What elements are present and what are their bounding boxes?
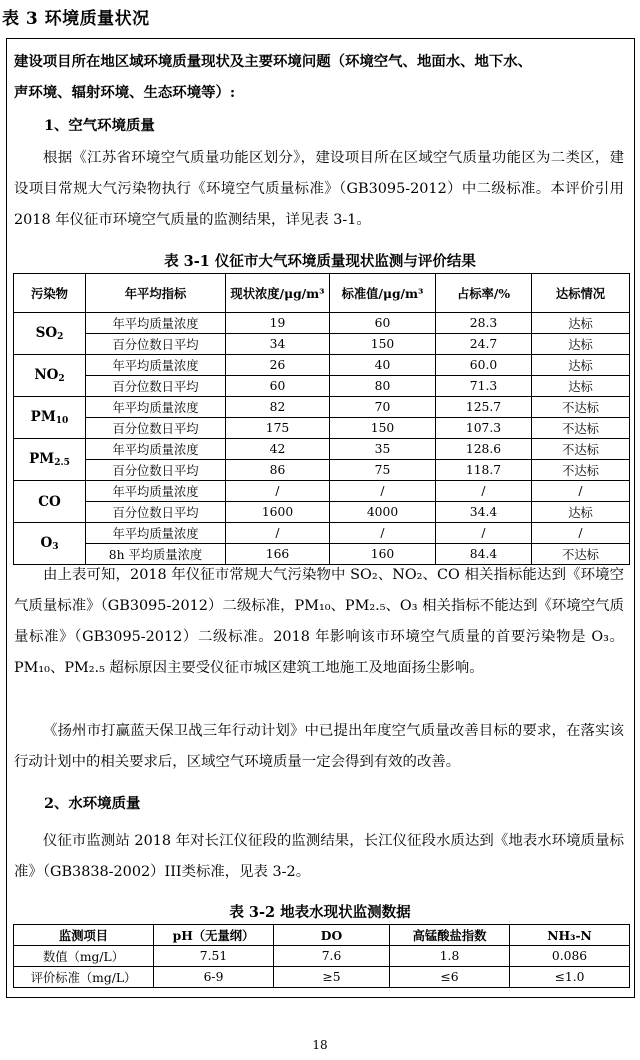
table-cell: 不达标 <box>532 418 630 439</box>
table-cell: / <box>330 481 436 502</box>
table-cell: 107.3 <box>436 418 532 439</box>
table-cell: 4000 <box>330 502 436 523</box>
table-row <box>14 967 630 988</box>
table-cell: 125.7 <box>436 397 532 418</box>
header-cell: NH₃-N <box>510 925 630 946</box>
pollutant-name: SO <box>35 325 58 341</box>
table-cell: / <box>532 481 630 502</box>
table-cell: 118.7 <box>436 460 532 481</box>
table-cell: 百分位数日平均 <box>86 376 226 397</box>
pollutant-name: PM <box>30 409 56 425</box>
pollutant-name: CO <box>38 493 61 510</box>
pollutant-cell <box>14 439 86 481</box>
table-cell: 百分位数日平均 <box>86 334 226 355</box>
table-cell: 26 <box>226 355 330 376</box>
table-cell: 24.7 <box>436 334 532 355</box>
pollutant-subscript: 2 <box>57 332 64 342</box>
table-cell: 数值（mg/L） <box>14 946 154 967</box>
table-cell: 6-9 <box>154 967 274 988</box>
table-cell: / <box>436 481 532 502</box>
header-cell: 标准值/μg/m³ <box>330 274 436 313</box>
section-heading-water: 2、水环境质量 <box>44 795 141 812</box>
table-cell: 34.4 <box>436 502 532 523</box>
table-row <box>14 523 630 544</box>
header-cell: 年平均指标 <box>86 274 226 313</box>
pollutant-name: O <box>40 535 53 551</box>
table-row <box>14 946 630 967</box>
table-cell: / <box>436 523 532 544</box>
table-cell: ≥5 <box>274 967 390 988</box>
table-header-row <box>14 274 630 313</box>
table-cell: 1.8 <box>390 946 510 967</box>
intro-line-2: 声环境、辐射环境、生态环境等）: <box>14 84 236 101</box>
table-cell: ≤1.0 <box>510 967 630 988</box>
header-cell: DO <box>274 925 390 946</box>
table-cell: 86 <box>226 460 330 481</box>
table-cell: 60 <box>330 313 436 334</box>
table-row <box>14 481 630 502</box>
header-cell: 监测项目 <box>14 925 154 946</box>
page-title: 表 3 环境质量状况 <box>2 9 150 29</box>
table-row <box>14 334 630 355</box>
table-row <box>14 460 630 481</box>
pollutant-name: NO <box>34 367 59 383</box>
paragraph-action-plan: 《扬州市打赢蓝天保卫战三年行动计划》中已提出年度空气质量改善目标的要求，在落实该行动计划中的相关要求后，区域空气环境质量一定会得到有效的改善。 <box>14 723 624 770</box>
table-row <box>14 397 630 418</box>
section-heading-air: 1、空气环境质量 <box>44 117 155 134</box>
table-cell: 28.3 <box>436 313 532 334</box>
table-cell: 7.51 <box>154 946 274 967</box>
table-cell: 160 <box>330 544 436 565</box>
table-header-row <box>14 925 630 946</box>
table-cell: 年平均质量浓度 <box>86 481 226 502</box>
table-row <box>14 418 630 439</box>
table-cell: 评价标准（mg/L） <box>14 967 154 988</box>
table-cell: 150 <box>330 334 436 355</box>
table-cell: ≤6 <box>390 967 510 988</box>
header-cell: 污染物 <box>14 274 86 313</box>
table-cell: 175 <box>226 418 330 439</box>
header-cell: 现状浓度/μg/m³ <box>226 274 330 313</box>
table-cell: 不达标 <box>532 544 630 565</box>
table-row <box>14 355 630 376</box>
pollutant-name: PM <box>29 451 55 467</box>
table-cell: 71.3 <box>436 376 532 397</box>
header-cell: 达标情况 <box>532 274 630 313</box>
table-cell: 7.6 <box>274 946 390 967</box>
table-cell: / <box>532 523 630 544</box>
table-cell: 0.086 <box>510 946 630 967</box>
pollutant-subscript: 2 <box>58 374 65 384</box>
table1-caption: 表 3-1 仪征市大气环境质量现状监测与评价结果 <box>164 253 476 270</box>
table-row <box>14 439 630 460</box>
table-cell: 达标 <box>532 334 630 355</box>
table-cell: 不达标 <box>532 397 630 418</box>
table-row <box>14 313 630 334</box>
table2-caption: 表 3-2 地表水现状监测数据 <box>229 904 411 921</box>
header-cell: pH（无量纲） <box>154 925 274 946</box>
table-cell: 60.0 <box>436 355 532 376</box>
table-cell: 40 <box>330 355 436 376</box>
table-cell: 年平均质量浓度 <box>86 397 226 418</box>
table-cell: 不达标 <box>532 439 630 460</box>
table-cell: 百分位数日平均 <box>86 502 226 523</box>
air-quality-table <box>13 273 630 565</box>
table-cell: 80 <box>330 376 436 397</box>
table-cell: 年平均质量浓度 <box>86 523 226 544</box>
pollutant-subscript: 10 <box>55 416 69 426</box>
table-cell: 达标 <box>532 502 630 523</box>
table-cell: 年平均质量浓度 <box>86 439 226 460</box>
pollutant-cell <box>14 397 86 439</box>
table-cell: 60 <box>226 376 330 397</box>
table-cell: 166 <box>226 544 330 565</box>
pollutant-cell <box>14 523 86 565</box>
table-cell: 达标 <box>532 313 630 334</box>
paragraph-water-quality: 仪征市监测站 2018 年对长江仪征段的监测结果，长江仪征段水质达到《地表水环境质量标准》（GB3838-2002）III类标准，见表 3-2。 <box>14 833 624 880</box>
table-cell: 34 <box>226 334 330 355</box>
pollutant-cell <box>14 355 86 397</box>
table-cell: 42 <box>226 439 330 460</box>
table-cell: 年平均质量浓度 <box>86 313 226 334</box>
table-cell: 百分位数日平均 <box>86 460 226 481</box>
table-row <box>14 502 630 523</box>
table-cell: 达标 <box>532 355 630 376</box>
table-cell: / <box>226 481 330 502</box>
table-cell: 1600 <box>226 502 330 523</box>
table-cell: 35 <box>330 439 436 460</box>
paragraph-air-analysis: 由上表可知，2018 年仪征市常规大气污染物中 SO₂、NO₂、CO 相关指标能达到《环境空气质量标准》（GB3095-2012）二级标准，PM₁₀、PM₂.₅、O₃ 相关指标不能达到《环境空气质量标准》（GB3095-2012）二级标准。2018 年影响该市环境空气质量的首要污染物是 O₃。PM₁₀、PM₂.₅ 超标原因主要受仪征市城区建筑工地施工及地面扬尘影响。 <box>14 567 624 676</box>
table-cell: / <box>226 523 330 544</box>
table-cell: 150 <box>330 418 436 439</box>
table-cell: 75 <box>330 460 436 481</box>
header-cell: 高锰酸盐指数 <box>390 925 510 946</box>
table-cell: 达标 <box>532 376 630 397</box>
header-cell: 占标率/% <box>436 274 532 313</box>
page-number: 18 <box>312 1038 328 1052</box>
table-cell: 82 <box>226 397 330 418</box>
table-cell: 70 <box>330 397 436 418</box>
table-cell: 8h 平均质量浓度 <box>86 544 226 565</box>
table-cell: 19 <box>226 313 330 334</box>
surface-water-table <box>13 924 630 988</box>
table-row <box>14 376 630 397</box>
pollutant-subscript: 3 <box>52 542 59 552</box>
intro-line-1: 建设项目所在地区域环境质量现状及主要环境问题（环境空气、地面水、地下水、 <box>14 53 533 70</box>
paragraph-air-standard: 根据《江苏省环境空气质量功能区划分》，建设项目所在区域空气质量功能区为二类区，建设项目常规大气污染物执行《环境空气质量标准》（GB3095-2012）中二级标准。本评价引用 2018 年仪征市环境空气质量的监测结果，详见表 3-1。 <box>14 150 624 228</box>
table-cell: / <box>330 523 436 544</box>
table-cell: 百分位数日平均 <box>86 418 226 439</box>
table-cell: 年平均质量浓度 <box>86 355 226 376</box>
table-cell: 84.4 <box>436 544 532 565</box>
table-cell: 不达标 <box>532 460 630 481</box>
pollutant-cell <box>14 481 86 523</box>
table-cell: 128.6 <box>436 439 532 460</box>
pollutant-subscript: 2.5 <box>54 458 70 468</box>
pollutant-cell <box>14 313 86 355</box>
